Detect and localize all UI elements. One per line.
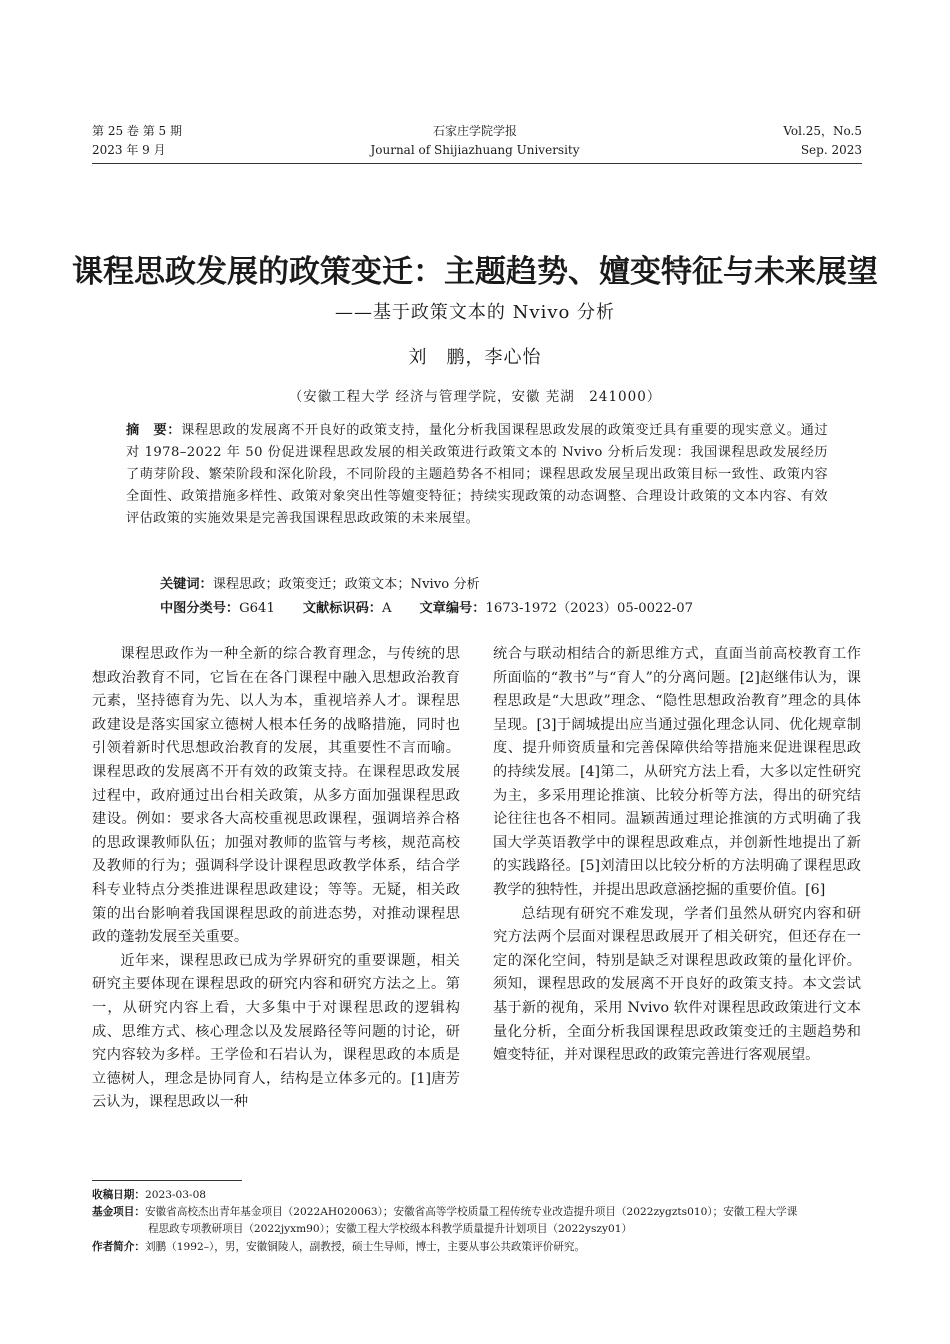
- author-list: 刘 鹏，李心怡: [408, 347, 542, 368]
- volume-issue-en: Vol.25，No.5: [783, 124, 862, 138]
- keywords-label: 关键词：: [160, 577, 213, 592]
- clc-label: 中图分类号：: [160, 601, 240, 616]
- body-column-right: [493, 643, 861, 1068]
- body-paragraph: 总结现有研究不难发现，学者们虽然从研究内容和研究方法两个层面对课程思政展开了相关研究，但还存在一定的深化空间，特别是缺乏对课程思政政策的量化评价。须知，课程思政的发展离不开良好的政策支持。本文尝试基于新的视角，采用 Nvivo 软件对课程思政政策进行文本量化分析，全面分析我国课程思政政策变迁的主题趋势和嬗变特征，并对课程思政的政策完善进行客观展望。: [493, 905, 861, 1064]
- running-header-right: [783, 122, 862, 160]
- keywords-text: 课程思政；政策变迁；政策文本；Nvivo 分析: [212, 577, 480, 592]
- abstract-label: 摘 要：: [126, 423, 182, 438]
- funding-label: 基金项目：: [92, 1206, 145, 1218]
- clc-value: G641: [239, 601, 275, 616]
- article-number-label: 文章编号：: [419, 601, 486, 616]
- abstract-text: 课程思政的发展离不开良好的政策支持，量化分析我国课程思政发展的政策变迁具有重要的现实意义。通过对 1978–2022 年 50 份促进课程思政发展的相关政策进行政策文本的 Nvivo 分析后发现：我国课程思政发展经历了萌芽阶段、繁荣阶段和深化阶段，不同阶段的主题趋势各不相同；课程思政发展呈现出政策目标一致性、政策内容全面性、政策措施多样性、政策对象突出性等嬗变特征；持续实现政策的动态调整、合理设计政策的文本内容、有效评估政策的实施效果是完善我国课程思政政策的未来展望。: [126, 423, 828, 526]
- body-paragraph: 课程思政作为一种全新的综合教育理念，与传统的思想政治教育不同，它旨在在各门课程中融入思想政治教育元素，坚持德育为先、以人为本，重视培养人才。课程思政建设是落实国家立德树人根本任务的战略措施，同时也引领着新时代思想政治教育的发展，其重要性不言而喻。课程思政的发展离不开有效的政策支持。在课程思政发展过程中，政府通过出台相关政策，从多方面加强课程思政建设。例如：要求各大高校重视思政课程，强调培养合格的思政课教师队伍；加强对教师的监管与考核，规范高校及教师的行为；强调科学设计课程思政教学体系，结合学科专业特点分类推进课程思政建设；等等。无疑，相关政策的出台影响着我国课程思政的前进态势，对推动课程思政的蓬勃发展至关重要。: [92, 646, 460, 946]
- journal-name-cn: 石家庄学院学报: [432, 124, 517, 138]
- author-bio-value: 刘鹏（1992–），男，安徽铜陵人，副教授，硕士生导师，博士，主要从事公共政策评价研究。: [144, 1241, 586, 1253]
- abstract: [126, 420, 828, 530]
- publication-date: 2023 年 9 月: [92, 143, 166, 157]
- body-paragraph: 统合与联动相结合的新思维方式，直面当前高校教育工作所面临的“教书”与“育人”的分离问题。[2]赵继伟认为，课程思政是“大思政”理念、“隐性思想政治教育”理念的具体呈现。[3]于阔城提出应当通过强化理念认同、优化规章制度、提升师资质量和完善保障供给等措施来促进课程思政的持续发展。[4]第二，从研究方法上看，大多以定性研究为主，多采用理论推演、比较分析等方法，得出的研究结论往往也各不相同。温颖茜通过理论推演的方式明确了我国大学英语教学中的课程思政难点，并创新性地提出了新的实践路径。[5]刘清田以比较分析的方法明确了课程思政教学的独特性，并提出思政意涵挖掘的重要价值。[6]: [493, 646, 861, 898]
- funding-value: 安徽省高校杰出青年基金项目（2022AH020063）；安徽省高等学校质量工程传统专业改造提升项目（2022zygzts010）；安徽工程大学课: [144, 1206, 798, 1218]
- journal-name-en: Journal of Shijiazhuang University: [370, 143, 580, 157]
- header-rule: [92, 163, 862, 164]
- received-date-note: [92, 1187, 866, 1204]
- received-label: 收稿日期：: [92, 1189, 145, 1201]
- author-bio-note: [92, 1239, 866, 1256]
- doc-code-value: A: [381, 601, 392, 616]
- paper-title: 课程思政发展的政策变迁：主题趋势、嬗变特征与未来展望: [72, 254, 878, 290]
- keywords: [160, 574, 480, 596]
- footnote-rule: [92, 1180, 242, 1181]
- volume-issue: 第 25 卷 第 5 期: [92, 124, 182, 138]
- classification-line: [160, 598, 693, 620]
- publication-date-en: Sep. 2023: [800, 143, 862, 157]
- article-number-value: 1673-1972（2023）05-0022-07: [485, 601, 693, 616]
- received-value: 2023-03-08: [144, 1189, 207, 1201]
- body-column-left: [92, 643, 460, 1115]
- author-bio-label: 作者简介：: [92, 1241, 145, 1253]
- affiliation: （安徽工程大学 经济与管理学院，安徽 芜湖 241000）: [288, 389, 662, 405]
- funding-note: [92, 1204, 866, 1238]
- funding-value-continued: 程思政专项教研项目（2022jyxm90）；安徽工程大学校级本科教学质量提升计划项目（2022yszy01）: [148, 1223, 633, 1235]
- doc-code-label: 文献标识码：: [302, 601, 382, 616]
- paper-subtitle: ——基于政策文本的 Nvivo 分析: [334, 302, 616, 323]
- body-paragraph: 近年来，课程思政已成为学界研究的重要课题，相关研究主要体现在课程思政的研究内容和研究方法之上。第一，从研究内容上看，大多集中于对课程思政的逻辑构成、思维方式、核心理念以及发展路径等问题的讨论，研究内容较为多样。王学俭和石岩认为，课程思政的本质是立德树人，理念是协同育人，结构是立体多元的。[1]唐芳云认为，课程思政以一种: [92, 952, 460, 1111]
